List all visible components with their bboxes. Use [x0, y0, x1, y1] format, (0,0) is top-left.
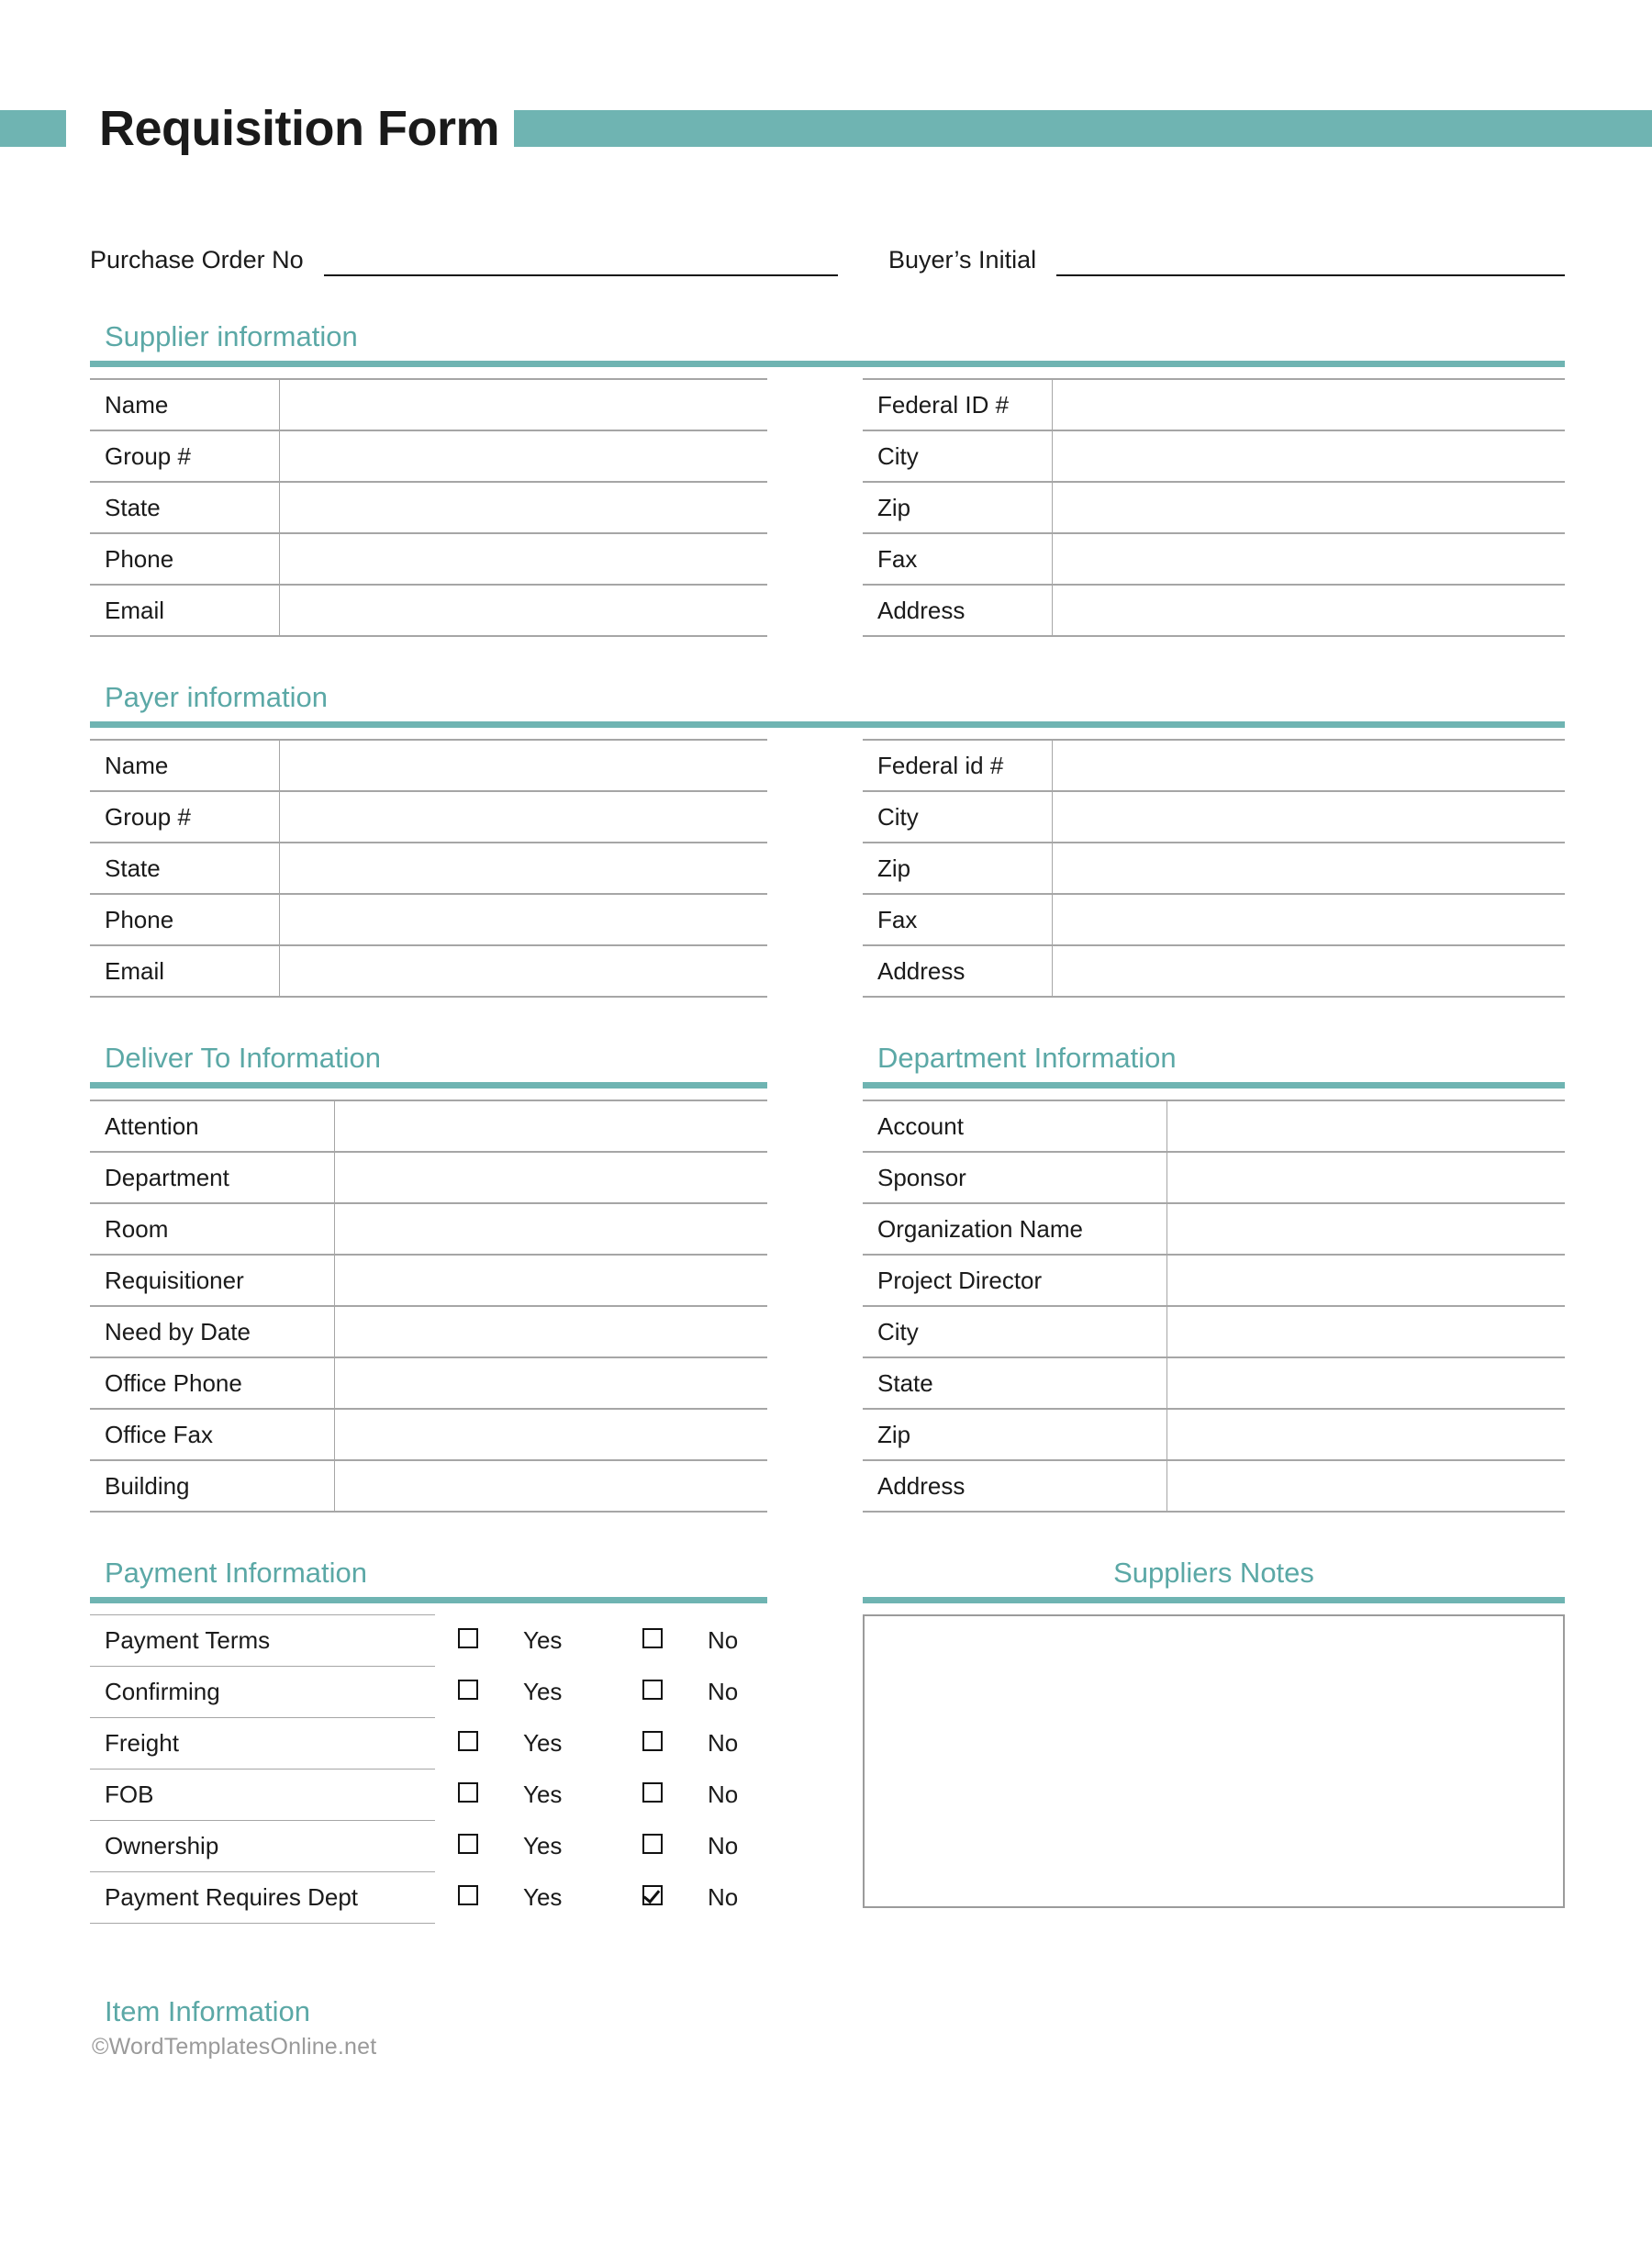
table-row — [863, 791, 1565, 843]
item-information-heading: Item Information — [105, 1995, 310, 2027]
field-label: Federal ID # — [863, 379, 1053, 430]
field-value[interactable] — [280, 430, 768, 482]
field-label: Sponsor — [863, 1152, 1167, 1203]
field-value[interactable] — [1053, 482, 1566, 533]
field-label: City — [863, 1306, 1167, 1357]
payer-information-heading: Payer information — [105, 681, 328, 713]
table-row — [863, 1203, 1565, 1255]
field-label: Address — [863, 1460, 1167, 1512]
field-label: Need by Date — [90, 1306, 335, 1357]
table-row — [863, 1255, 1565, 1306]
purchase-order-field[interactable] — [90, 246, 888, 276]
field-label: Requisitioner — [90, 1255, 335, 1306]
field-value[interactable] — [1053, 791, 1566, 843]
page-header — [0, 101, 1652, 158]
payer-information-divider — [90, 721, 1565, 728]
field-label: Fax — [863, 894, 1053, 945]
field-label: Department — [90, 1152, 335, 1203]
table-row — [863, 430, 1565, 482]
suppliers-notes-divider — [863, 1597, 1565, 1603]
field-label: State — [90, 482, 280, 533]
checkbox-icon — [458, 1680, 478, 1700]
payment-yes-checkbox[interactable] — [435, 1872, 501, 1924]
checkbox-icon — [458, 1628, 478, 1648]
purchase-order-input[interactable] — [324, 247, 838, 276]
payment-yes-label: Yes — [523, 1678, 563, 1705]
field-label: Address — [863, 585, 1053, 636]
table-row — [90, 1460, 767, 1512]
payment-no-checkbox[interactable] — [620, 1821, 686, 1872]
field-value[interactable] — [280, 533, 768, 585]
payer-right-table — [863, 739, 1565, 998]
payment-no-label: No — [708, 1883, 739, 1911]
field-value[interactable] — [1167, 1255, 1566, 1306]
payment-notes-section — [90, 1555, 1565, 1924]
table-row — [90, 791, 767, 843]
field-label: Group # — [90, 430, 280, 482]
payment-information-table — [90, 1614, 804, 1924]
checkbox-icon — [642, 1731, 663, 1751]
deliver-department-section — [90, 1040, 1565, 1513]
field-label: Project Director — [863, 1255, 1167, 1306]
field-value[interactable] — [1167, 1306, 1566, 1357]
field-value[interactable] — [335, 1255, 768, 1306]
buyer-initial-label: Buyer’s Initial — [888, 246, 1037, 274]
checkbox-icon — [458, 1834, 478, 1854]
table-row — [90, 894, 767, 945]
payment-no-checkbox[interactable] — [620, 1718, 686, 1770]
table-row — [90, 1152, 767, 1203]
field-label: Zip — [863, 482, 1053, 533]
suppliers-notes-textarea[interactable] — [863, 1614, 1565, 1908]
table-row — [90, 379, 767, 430]
field-value[interactable] — [1167, 1152, 1566, 1203]
deliver-to-divider — [90, 1082, 767, 1089]
table-row — [863, 945, 1565, 997]
table-row — [90, 1100, 767, 1152]
buyer-initial-field[interactable] — [888, 246, 1565, 276]
page-title: Requisition Form — [99, 97, 514, 160]
payment-information-divider — [90, 1597, 767, 1603]
payment-yes-label: Yes — [523, 1781, 563, 1808]
field-label: Building — [90, 1460, 335, 1512]
table-row — [90, 1255, 767, 1306]
payment-row-label: Payment Requires Dept — [90, 1872, 435, 1924]
field-value[interactable] — [1053, 843, 1566, 894]
table-row — [90, 1667, 804, 1718]
payment-no-label: No — [708, 1832, 739, 1859]
payment-yes-checkbox[interactable] — [435, 1770, 501, 1821]
field-value[interactable] — [280, 894, 768, 945]
supplier-information-heading: Supplier information — [105, 320, 358, 352]
table-row — [90, 1718, 804, 1770]
field-value[interactable] — [1053, 533, 1566, 585]
buyer-initial-input[interactable] — [1056, 247, 1565, 276]
table-row — [863, 894, 1565, 945]
payment-row-label: Freight — [90, 1718, 435, 1770]
payment-no-label: No — [708, 1626, 739, 1654]
table-row — [863, 740, 1565, 791]
payment-yes-label: Yes — [523, 1832, 563, 1859]
field-value[interactable] — [1167, 1460, 1566, 1512]
payment-no-checkbox[interactable] — [620, 1872, 686, 1924]
field-value[interactable] — [1053, 894, 1566, 945]
table-row — [863, 843, 1565, 894]
table-row — [90, 585, 767, 636]
field-value[interactable] — [335, 1460, 768, 1512]
field-label: Office Phone — [90, 1357, 335, 1409]
suppliers-notes-heading: Suppliers Notes — [1113, 1557, 1314, 1589]
table-row — [90, 843, 767, 894]
table-row — [863, 379, 1565, 430]
field-value[interactable] — [280, 482, 768, 533]
field-value[interactable] — [1167, 1409, 1566, 1460]
checkbox-icon — [642, 1628, 663, 1648]
checkbox-icon — [458, 1731, 478, 1751]
field-label: Name — [90, 740, 280, 791]
field-label: Zip — [863, 1409, 1167, 1460]
table-row — [90, 945, 767, 997]
field-label: Phone — [90, 894, 280, 945]
payment-yes-label: Yes — [523, 1626, 563, 1654]
table-row — [90, 1615, 804, 1667]
table-row — [90, 740, 767, 791]
payer-information-section — [90, 679, 1565, 998]
supplier-information-divider — [90, 361, 1565, 367]
checkbox-icon — [458, 1885, 478, 1905]
field-value[interactable] — [1053, 945, 1566, 997]
field-value[interactable] — [1053, 585, 1566, 636]
field-label: Name — [90, 379, 280, 430]
payment-yes-checkbox[interactable] — [435, 1615, 501, 1667]
supplier-left-table — [90, 378, 767, 637]
table-row — [90, 1306, 767, 1357]
department-information-divider — [863, 1082, 1565, 1089]
table-row — [90, 430, 767, 482]
field-value[interactable] — [1053, 740, 1566, 791]
field-label: Attention — [90, 1100, 335, 1152]
table-row — [863, 585, 1565, 636]
table-row — [90, 482, 767, 533]
field-value[interactable] — [280, 843, 768, 894]
payment-no-checkbox[interactable] — [620, 1770, 686, 1821]
field-value[interactable] — [280, 379, 768, 430]
checkbox-icon — [642, 1782, 663, 1803]
table-row — [863, 1100, 1565, 1152]
supplier-right-table — [863, 378, 1565, 637]
purchase-order-label: Purchase Order No — [90, 246, 304, 274]
payment-no-label: No — [708, 1781, 739, 1808]
field-value[interactable] — [1167, 1203, 1566, 1255]
payment-row-label: FOB — [90, 1770, 435, 1821]
payment-row-label: Confirming — [90, 1667, 435, 1718]
payment-yes-checkbox[interactable] — [435, 1821, 501, 1872]
table-row — [90, 1203, 767, 1255]
watermark-credit: ©WordTemplatesOnline.net — [92, 2034, 377, 2060]
payment-no-label: No — [708, 1678, 739, 1705]
checkbox-checked-icon — [642, 1885, 663, 1905]
payment-no-label: No — [708, 1729, 739, 1757]
field-value[interactable] — [280, 945, 768, 997]
deliver-to-heading: Deliver To Information — [105, 1042, 381, 1074]
field-value[interactable] — [335, 1306, 768, 1357]
field-value[interactable] — [1167, 1357, 1566, 1409]
payment-yes-checkbox[interactable] — [435, 1718, 501, 1770]
field-label: Organization Name — [863, 1203, 1167, 1255]
field-value[interactable] — [335, 1100, 768, 1152]
field-label: City — [863, 791, 1053, 843]
payment-yes-checkbox[interactable] — [435, 1667, 501, 1718]
table-row — [90, 1872, 804, 1924]
field-label: State — [863, 1357, 1167, 1409]
payment-row-label: Payment Terms — [90, 1615, 435, 1667]
field-label: Zip — [863, 843, 1053, 894]
field-label: Phone — [90, 533, 280, 585]
field-label: State — [90, 843, 280, 894]
field-value[interactable] — [280, 740, 768, 791]
field-value[interactable] — [1053, 430, 1566, 482]
table-row — [863, 482, 1565, 533]
table-row — [863, 1306, 1565, 1357]
field-label: Email — [90, 585, 280, 636]
field-label: Email — [90, 945, 280, 997]
header-accent-band-left — [0, 110, 66, 147]
table-row — [863, 1357, 1565, 1409]
checkbox-icon — [458, 1782, 478, 1803]
payment-yes-label: Yes — [523, 1729, 563, 1757]
payment-no-checkbox[interactable] — [620, 1667, 686, 1718]
payer-left-table — [90, 739, 767, 998]
field-value[interactable] — [1053, 379, 1566, 430]
table-row — [863, 1152, 1565, 1203]
field-value[interactable] — [335, 1409, 768, 1460]
header-accent-band-right — [506, 110, 1652, 147]
field-value[interactable] — [280, 791, 768, 843]
field-label: Group # — [90, 791, 280, 843]
payment-yes-label: Yes — [523, 1883, 563, 1911]
payment-row-label: Ownership — [90, 1821, 435, 1872]
supplier-information-section — [90, 318, 1565, 637]
table-row — [90, 1409, 767, 1460]
table-row — [90, 533, 767, 585]
department-information-table — [863, 1100, 1565, 1513]
field-value[interactable] — [280, 585, 768, 636]
item-information-section — [90, 1995, 1565, 2060]
table-row — [863, 533, 1565, 585]
table-row — [863, 1409, 1565, 1460]
field-label: Fax — [863, 533, 1053, 585]
field-label: Office Fax — [90, 1409, 335, 1460]
field-label: Room — [90, 1203, 335, 1255]
department-information-heading: Department Information — [877, 1042, 1177, 1074]
form-body — [0, 246, 1652, 2060]
field-label: Account — [863, 1100, 1167, 1152]
field-value[interactable] — [335, 1357, 768, 1409]
field-value[interactable] — [335, 1152, 768, 1203]
table-row — [863, 1460, 1565, 1512]
field-label: Address — [863, 945, 1053, 997]
checkbox-icon — [642, 1834, 663, 1854]
table-row — [90, 1357, 767, 1409]
field-label: Federal id # — [863, 740, 1053, 791]
table-row — [90, 1770, 804, 1821]
field-label: City — [863, 430, 1053, 482]
top-field-row — [90, 246, 1565, 276]
payment-information-heading: Payment Information — [105, 1557, 368, 1589]
table-row — [90, 1821, 804, 1872]
payment-no-checkbox[interactable] — [620, 1615, 686, 1667]
deliver-to-table — [90, 1100, 767, 1513]
field-value[interactable] — [1167, 1100, 1566, 1152]
field-value[interactable] — [335, 1203, 768, 1255]
checkbox-icon — [642, 1680, 663, 1700]
